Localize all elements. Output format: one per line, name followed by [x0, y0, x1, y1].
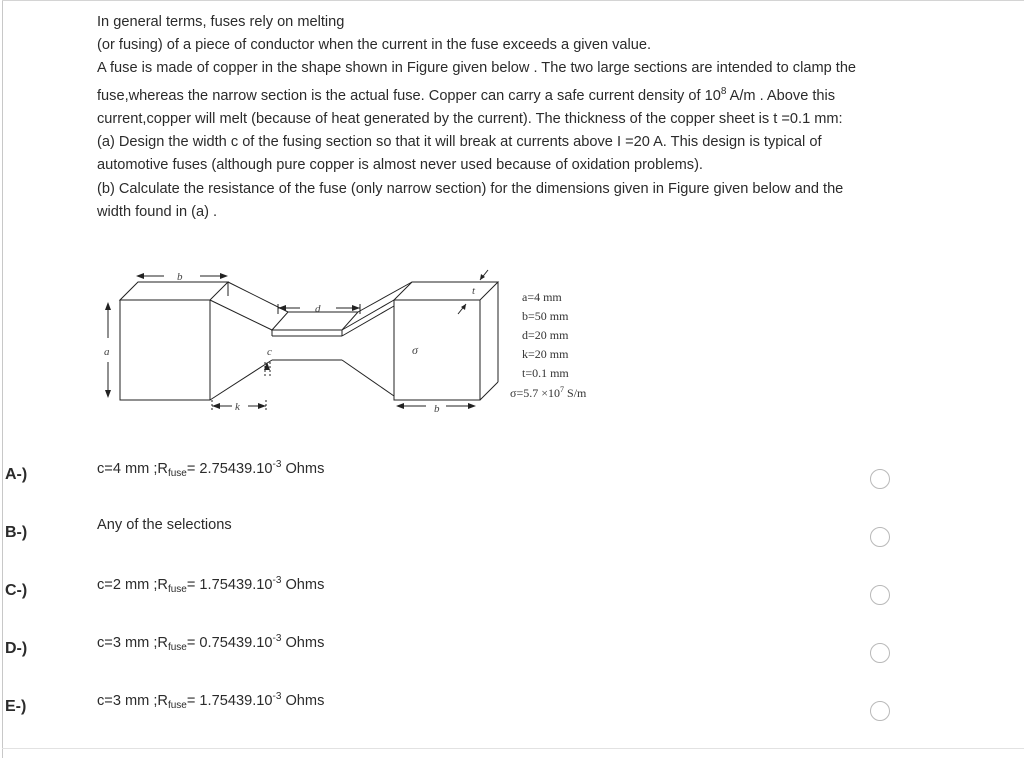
option-text-d: c=3 mm $;R_{fuse}= 0.75439.10^{-3}$ Ohms	[97, 633, 325, 653]
option-letter-d: D-)	[5, 640, 28, 657]
param-d: d=20 mm	[522, 328, 569, 342]
bottom-divider	[2, 748, 1024, 749]
option-radio-a[interactable]	[870, 469, 890, 489]
label-a: a	[104, 346, 110, 358]
label-k: k	[235, 401, 240, 413]
option-radio-b[interactable]	[870, 527, 890, 547]
left-border	[2, 0, 3, 758]
question-paragraph: A fuse is made of copper in the shape shown in Figure given below . The two large sections are intended to clamp the fuse,whereas the narrow section is the actual fuse. Copper can carry a safe current density of $10^8$ A/m . Above this current,copper will melt (because of heat generated by the current). The thickness of the copper sheet is t =0.1 mm:	[97, 60, 857, 128]
taper-lower-left	[210, 360, 272, 400]
option-letter-b: B-)	[5, 524, 28, 541]
param-k: k=20 mm	[522, 347, 569, 361]
taper-right-back	[358, 282, 412, 312]
left-block-front	[120, 300, 210, 400]
option-radio-e[interactable]	[870, 701, 890, 721]
label-b-top: b	[177, 271, 183, 283]
fuse-diagram	[100, 266, 620, 416]
param-b: b=50 mm	[522, 309, 569, 323]
label-t: t	[472, 285, 476, 297]
option-text-c: c=2 mm $;R_{fuse}= 1.75439.10^{-3}$ Ohms	[97, 575, 325, 595]
label-c: c	[267, 346, 272, 358]
right-block-front	[394, 300, 480, 400]
option-radio-c[interactable]	[870, 585, 890, 605]
option-letter-a: A-)	[5, 466, 28, 483]
param-a: a=4 mm	[522, 290, 562, 304]
option-text-a: c=4 mm $;R_{fuse}= 2.75439.10^{-3}$ Ohms	[97, 459, 325, 479]
label-sigma: σ	[412, 343, 418, 357]
taper-lower-right	[342, 360, 394, 396]
left-block-top	[120, 282, 228, 300]
question-text	[97, 11, 857, 224]
top-divider	[2, 0, 1024, 1]
taper-top-front	[210, 300, 272, 330]
question-part-b: (b) Calculate the resistance of the fuse (only narrow section) for the dimensions given in Figure given below and the width found in (a) .	[97, 180, 844, 220]
question-line: In general terms, fuses rely on melting	[97, 14, 345, 30]
option-letter-c: C-)	[5, 582, 28, 599]
label-b-bottom: b	[434, 403, 440, 415]
param-sigma: $\sigma=5.7 \times 10^7$ S/m	[510, 385, 587, 400]
fuse-figure	[100, 266, 620, 421]
taper-right-front	[342, 300, 394, 330]
option-text-b: Any of the selections	[97, 517, 232, 533]
label-d: d	[315, 303, 321, 315]
option-letter-e: E-)	[5, 698, 27, 715]
question-line: (or fusing) of a piece of conductor when the current in the fuse exceeds a given value.	[97, 37, 652, 54]
param-t: t=0.1 mm	[522, 366, 569, 380]
question-line: automotive fuses (although pure copper is almost never used because of oxidation problems).	[97, 157, 703, 174]
option-radio-d[interactable]	[870, 643, 890, 663]
question-part-a: (a) Design the width c of the fusing section so that it will break at currents above I =20 A. This design is typical of	[97, 134, 822, 151]
option-text-e: c=3 mm $;R_{fuse}= 1.75439.10^{-3}$ Ohms	[97, 691, 325, 711]
right-block-top	[394, 282, 498, 300]
